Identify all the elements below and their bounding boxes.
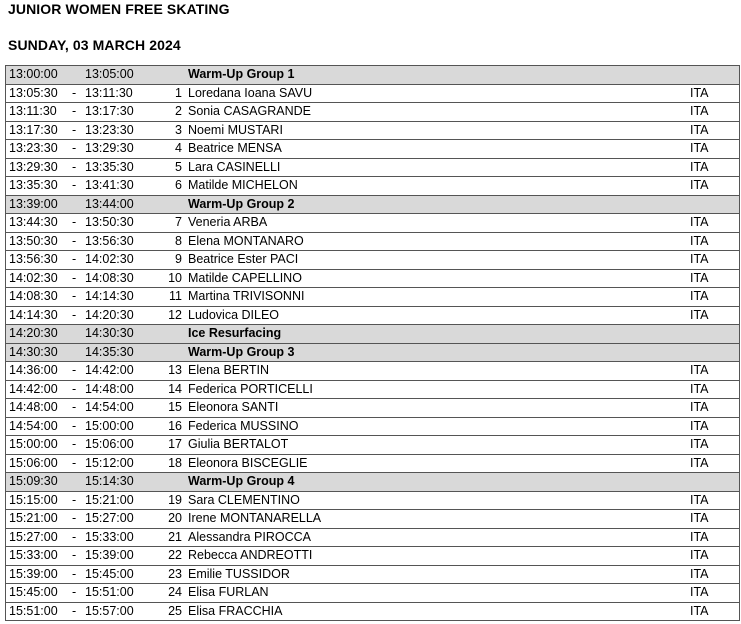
end-time: 15:12:00 xyxy=(85,455,134,470)
skater-name: Irene MONTANARELLA xyxy=(188,511,322,525)
end-time: 15:33:00 xyxy=(85,529,134,544)
skater-name: Loredana Ioana SAVU xyxy=(188,85,313,100)
time-separator: - xyxy=(72,603,77,618)
schedule-skater-row xyxy=(6,307,739,326)
start-time: 13:56:30 xyxy=(9,252,58,266)
start-time: 15:45:00 xyxy=(9,585,58,599)
skater-name: Beatrice Ester PACI xyxy=(188,252,299,266)
time-separator: - xyxy=(72,437,77,451)
document-title: JUNIOR WOMEN FREE SKATING xyxy=(8,1,230,17)
start-time: 14:08:30 xyxy=(9,289,58,303)
end-time: 14:08:30 xyxy=(85,270,134,285)
starting-number: 8 xyxy=(175,233,182,248)
end-time: 15:00:00 xyxy=(85,418,134,433)
skater-name: Alessandra PIROCCA xyxy=(188,529,311,544)
end-time: 13:41:30 xyxy=(85,178,134,192)
starting-number: 11 xyxy=(169,289,182,303)
end-time: 14:35:30 xyxy=(85,344,134,359)
schedule-group-row xyxy=(6,196,739,215)
starting-number: 6 xyxy=(175,178,182,192)
nation-code: ITA xyxy=(690,603,709,618)
skater-name: Elisa FRACCHIA xyxy=(188,603,283,618)
skater-name: Lara CASINELLI xyxy=(188,159,281,174)
schedule-skater-row xyxy=(6,177,739,196)
nation-code: ITA xyxy=(690,363,709,377)
end-time: 15:14:30 xyxy=(85,474,134,488)
start-time: 14:42:00 xyxy=(9,381,58,396)
end-time: 15:57:00 xyxy=(85,603,134,618)
start-time: 13:23:30 xyxy=(9,141,58,155)
skater-name: Beatrice MENSA xyxy=(188,141,282,155)
schedule-skater-row xyxy=(6,399,739,418)
start-time: 15:21:00 xyxy=(9,511,58,525)
nation-code: ITA xyxy=(690,548,709,562)
time-separator: - xyxy=(72,270,77,285)
starting-number: 21 xyxy=(168,529,182,544)
starting-number: 10 xyxy=(168,270,182,285)
nation-code: ITA xyxy=(690,492,709,507)
skater-name: Sonia CASAGRANDE xyxy=(188,104,311,118)
end-time: 14:42:00 xyxy=(85,363,134,377)
nation-code: ITA xyxy=(690,270,709,285)
skater-name: Eleonora BISCEGLIE xyxy=(188,455,308,470)
starting-number: 3 xyxy=(175,122,182,137)
segment-label: Ice Resurfacing xyxy=(188,326,282,340)
skater-name: Rebecca ANDREOTTI xyxy=(188,548,313,562)
start-time: 13:29:30 xyxy=(9,159,58,174)
end-time: 13:05:00 xyxy=(85,67,134,81)
start-time: 15:00:00 xyxy=(9,437,58,451)
time-separator: - xyxy=(72,215,77,229)
skater-name: Martina TRIVISONNI xyxy=(188,289,305,303)
time-separator: - xyxy=(72,455,77,470)
nation-code: ITA xyxy=(690,215,709,229)
start-time: 15:06:00 xyxy=(9,455,58,470)
starting-number: 18 xyxy=(168,455,182,470)
time-separator: - xyxy=(72,566,77,581)
start-time: 13:11:30 xyxy=(9,104,57,118)
start-time: 15:09:30 xyxy=(9,474,58,488)
time-separator: - xyxy=(72,492,77,507)
end-time: 13:23:30 xyxy=(85,122,134,137)
starting-number: 17 xyxy=(168,437,182,451)
start-time: 15:33:00 xyxy=(9,548,58,562)
start-time: 15:27:00 xyxy=(9,529,58,544)
nation-code: ITA xyxy=(690,141,709,155)
skater-name: Matilde MICHELON xyxy=(188,178,298,192)
time-separator: - xyxy=(72,307,77,322)
schedule-skater-row xyxy=(6,214,739,233)
end-time: 14:48:00 xyxy=(85,381,134,396)
start-time: 14:48:00 xyxy=(9,400,58,414)
end-time: 13:50:30 xyxy=(85,215,134,229)
end-time: 15:27:00 xyxy=(85,511,134,525)
nation-code: ITA xyxy=(690,381,709,396)
nation-code: ITA xyxy=(690,511,709,525)
start-time: 13:05:30 xyxy=(9,85,58,100)
end-time: 15:51:00 xyxy=(85,585,134,599)
time-separator: - xyxy=(72,548,77,562)
starting-number: 4 xyxy=(175,141,182,155)
skater-name: Noemi MUSTARI xyxy=(188,122,283,137)
time-separator: - xyxy=(72,529,77,544)
end-time: 15:21:00 xyxy=(85,492,134,507)
time-separator: - xyxy=(72,418,77,433)
start-time: 14:54:00 xyxy=(9,418,58,433)
schedule-skater-row xyxy=(6,510,739,529)
time-separator: - xyxy=(72,363,77,377)
skater-name: Matilde CAPELLINO xyxy=(188,270,302,285)
time-separator: - xyxy=(72,178,77,192)
time-separator: - xyxy=(72,400,77,414)
end-time: 13:17:30 xyxy=(85,104,134,118)
segment-label: Warm-Up Group 4 xyxy=(188,474,295,488)
schedule-group-row xyxy=(6,473,739,492)
time-separator: - xyxy=(72,159,77,174)
time-separator: - xyxy=(72,233,77,248)
schedule-skater-row xyxy=(6,381,739,400)
skater-name: Federica MUSSINO xyxy=(188,418,299,433)
nation-code: ITA xyxy=(690,585,709,599)
nation-code: ITA xyxy=(690,566,709,581)
skater-name: Elisa FURLAN xyxy=(188,585,269,599)
starting-number: 16 xyxy=(168,418,182,433)
time-separator: - xyxy=(72,104,77,118)
time-separator: - xyxy=(72,381,77,396)
schedule-skater-row xyxy=(6,362,739,381)
start-time: 14:20:30 xyxy=(9,326,58,340)
end-time: 14:14:30 xyxy=(85,289,134,303)
nation-code: ITA xyxy=(690,104,709,118)
segment-label: Warm-Up Group 3 xyxy=(188,344,295,359)
start-time: 13:39:00 xyxy=(9,196,58,211)
starting-number: 19 xyxy=(168,492,182,507)
starting-number: 1 xyxy=(175,85,182,100)
schedule-skater-row xyxy=(6,529,739,548)
nation-code: ITA xyxy=(690,437,709,451)
start-time: 13:00:00 xyxy=(9,67,58,81)
start-time: 14:14:30 xyxy=(9,307,58,322)
starting-number: 13 xyxy=(168,363,182,377)
start-time: 13:17:30 xyxy=(9,122,58,137)
starting-number: 12 xyxy=(168,307,182,322)
starting-number: 23 xyxy=(168,566,182,581)
nation-code: ITA xyxy=(690,289,709,303)
time-separator: - xyxy=(72,85,77,100)
end-time: 14:02:30 xyxy=(85,252,134,266)
schedule-skater-row xyxy=(6,547,739,566)
skater-name: Elena BERTIN xyxy=(188,363,270,377)
time-separator: - xyxy=(72,511,77,525)
schedule-skater-row xyxy=(6,418,739,437)
schedule-skater-row xyxy=(6,103,739,122)
segment-label: Warm-Up Group 2 xyxy=(188,196,295,211)
starting-number: 14 xyxy=(168,381,182,396)
starting-number: 5 xyxy=(175,159,182,174)
nation-code: ITA xyxy=(690,122,709,137)
nation-code: ITA xyxy=(690,85,709,100)
skater-name: Ludovica DILEO xyxy=(188,307,280,322)
nation-code: ITA xyxy=(690,307,709,322)
starting-number: 15 xyxy=(168,400,182,414)
schedule-group-row xyxy=(6,325,739,344)
time-separator: - xyxy=(72,585,77,599)
schedule-skater-row xyxy=(6,436,739,455)
schedule-skater-row xyxy=(6,288,739,307)
schedule-skater-row xyxy=(6,455,739,474)
start-time: 14:36:00 xyxy=(9,363,58,377)
schedule-skater-row xyxy=(6,122,739,141)
end-time: 13:35:30 xyxy=(85,159,134,174)
time-separator: - xyxy=(72,122,77,137)
segment-label: Warm-Up Group 1 xyxy=(188,67,295,81)
end-time: 14:30:30 xyxy=(85,326,134,340)
nation-code: ITA xyxy=(690,252,709,266)
schedule-group-row xyxy=(6,66,739,85)
schedule-skater-row xyxy=(6,492,739,511)
nation-code: ITA xyxy=(690,233,709,248)
start-time: 13:35:30 xyxy=(9,178,58,192)
starting-number: 25 xyxy=(168,603,182,618)
starting-number: 7 xyxy=(175,215,182,229)
schedule-group-row xyxy=(6,344,739,363)
schedule-skater-row xyxy=(6,584,739,603)
end-time: 15:45:00 xyxy=(85,566,134,581)
skater-name: Sara CLEMENTINO xyxy=(188,492,300,507)
starting-number: 9 xyxy=(175,252,182,266)
starting-number: 2 xyxy=(175,104,182,118)
end-time: 13:29:30 xyxy=(85,141,134,155)
schedule-skater-row xyxy=(6,566,739,585)
skater-name: Veneria ARBA xyxy=(188,215,268,229)
schedule-table xyxy=(5,65,740,621)
starting-number: 22 xyxy=(168,548,182,562)
nation-code: ITA xyxy=(690,418,709,433)
schedule-skater-row xyxy=(6,85,739,104)
starting-number: 20 xyxy=(168,511,182,525)
schedule-skater-row xyxy=(6,270,739,289)
schedule-skater-row xyxy=(6,251,739,270)
event-date: SUNDAY, 03 MARCH 2024 xyxy=(8,37,181,53)
nation-code: ITA xyxy=(690,400,709,414)
time-separator: - xyxy=(72,252,77,266)
start-time: 13:50:30 xyxy=(9,233,58,248)
end-time: 15:39:00 xyxy=(85,548,134,562)
nation-code: ITA xyxy=(690,455,709,470)
schedule-skater-row xyxy=(6,159,739,178)
start-time: 15:15:00 xyxy=(9,492,58,507)
schedule-skater-row xyxy=(6,140,739,159)
nation-code: ITA xyxy=(690,529,709,544)
end-time: 13:56:30 xyxy=(85,233,134,248)
start-time: 14:30:30 xyxy=(9,344,58,359)
start-time: 15:51:00 xyxy=(9,603,58,618)
skater-name: Federica PORTICELLI xyxy=(188,381,313,396)
end-time: 14:20:30 xyxy=(85,307,134,322)
schedule-skater-row xyxy=(6,233,739,252)
end-time: 13:11:30 xyxy=(85,85,133,100)
skater-name: Elena MONTANARO xyxy=(188,233,304,248)
start-time: 14:02:30 xyxy=(9,270,58,285)
end-time: 13:44:00 xyxy=(85,196,134,211)
starting-number: 24 xyxy=(168,585,182,599)
start-time: 13:44:30 xyxy=(9,215,58,229)
end-time: 15:06:00 xyxy=(85,437,134,451)
skater-name: Emilie TUSSIDOR xyxy=(188,566,290,581)
skater-name: Eleonora SANTI xyxy=(188,400,279,414)
nation-code: ITA xyxy=(690,159,709,174)
skater-name: Giulia BERTALOT xyxy=(188,437,289,451)
start-time: 15:39:00 xyxy=(9,566,58,581)
time-separator: - xyxy=(72,141,77,155)
nation-code: ITA xyxy=(690,178,709,192)
end-time: 14:54:00 xyxy=(85,400,134,414)
schedule-skater-row xyxy=(6,603,739,622)
time-separator: - xyxy=(72,289,77,303)
